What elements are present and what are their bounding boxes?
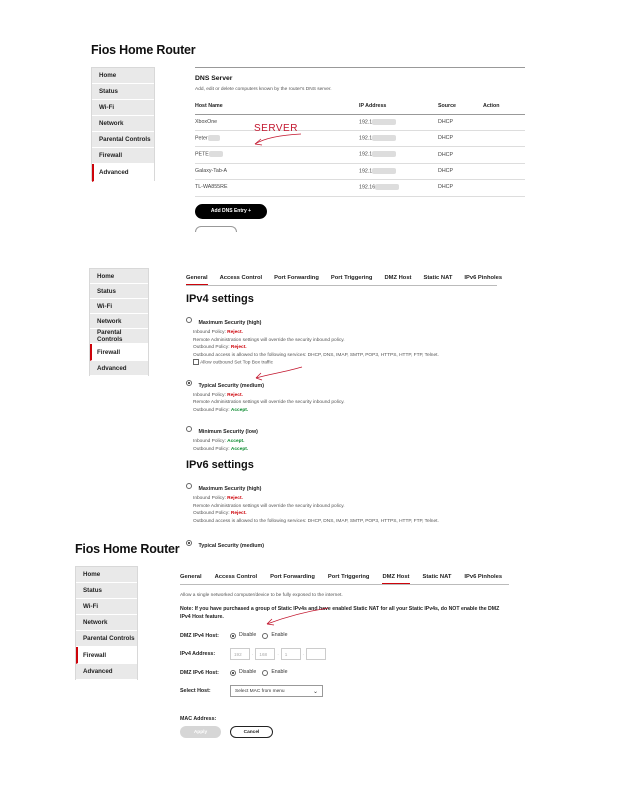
dmz-note: Note: If you have purchased a group of Static IPv4s and have enabled Static NAT for all your Static IPv4s, do NOT enable the DMZ IPv4 Host feature. [180,605,500,620]
inbound-policy-label: Inbound Policy: [193,496,226,502]
dmz-ipv6-enable-radio[interactable] [262,670,268,676]
dns-table [195,100,525,197]
annotation-arrow [225,128,305,148]
tab-ipv6-pinholes[interactable]: IPv6 Pinholes [464,574,503,580]
tab-general[interactable]: General [186,275,208,285]
inbound-policy-label: Inbound Policy: [193,439,226,445]
dmz-ipv6-host-row [180,669,287,677]
host-name-cell: PETE [195,147,359,163]
sidebar-item-parental-controls[interactable]: Parental Controls [92,132,154,148]
inbound-policy-value: Accept. [227,439,245,445]
ipv4-address-label: IPv4 Address: [180,651,216,657]
ipv4-octet-4-input[interactable] [306,648,326,660]
sidebar-item-advanced[interactable]: Advanced [90,361,148,376]
sidebar-item-wifi[interactable]: Wi-Fi [92,100,154,116]
dns-description: Add, edit or delete computers known by the router's DNS server. [195,87,332,92]
sidebar-item-status[interactable]: Status [90,284,148,299]
secondary-button-partial[interactable] [195,226,237,232]
ipv4-octet-1-input[interactable]: 192 [230,648,250,660]
sidebar-item-advanced[interactable]: Advanced [92,164,154,182]
ip-address-cell: 192.16 [359,180,438,196]
source-cell: DHCP [438,114,483,130]
dmz-description: Allow a single networked computer/device to be fully exposed to the internet. [180,593,343,598]
ipv6-typical-security-label: Typical Security (medium) [198,543,264,550]
sidebar-item-firewall[interactable]: Firewall [92,148,154,164]
sidebar-nav [91,67,155,181]
action-cell [483,163,525,179]
mac-address-label: MAC Address: [180,716,217,722]
outbound-policy-value: Reject. [230,511,247,517]
tab-general[interactable]: General [180,574,202,580]
ipv6-typical-security-radio[interactable] [186,540,192,546]
max-security-label: Maximum Security (high) [198,320,262,326]
dmz-ipv4-host-row [180,632,287,640]
ipv6-max-security-radio[interactable] [186,483,192,489]
dmz-ipv4-disable-radio[interactable] [230,633,236,639]
typical-security-label: Typical Security (medium) [198,382,264,389]
typical-security-radio[interactable] [186,380,192,386]
inbound-policy-label: Inbound Policy: [193,330,226,335]
ipv4-settings-title: IPv4 settings [186,293,254,305]
sidebar-item-wifi[interactable]: Wi-Fi [90,299,148,314]
tab-static-nat[interactable]: Static NAT [423,275,453,281]
column-source: Source [438,100,483,115]
dns-title: DNS Server [195,75,233,82]
sidebar-nav [75,566,138,680]
sidebar-item-network[interactable]: Network [76,615,137,631]
tab-dmz-host[interactable]: DMZ Host [382,574,409,584]
dmz-ipv4-disable-label: Disable [239,632,257,638]
dns-panel [195,67,525,232]
dmz-ipv6-host-label: DMZ IPv6 Host: [180,669,219,676]
tab-dmz-host[interactable]: DMZ Host [384,275,412,281]
source-cell: DHCP [438,130,483,146]
ipv6-max-security-label: Maximum Security (high) [198,486,262,493]
sidebar-item-home[interactable]: Home [92,68,154,84]
sidebar-item-parental-controls[interactable]: Parental Controls [76,631,137,647]
sidebar-nav [89,268,149,376]
annotation-arrow [263,604,333,629]
stb-traffic-label: Allow outbound Set Top Box traffic [200,360,273,366]
sidebar-item-firewall[interactable]: Firewall [90,344,148,361]
firewall-tabs [180,574,509,585]
action-cell [483,114,525,130]
stb-traffic-checkbox[interactable] [193,359,199,365]
ip-address-cell: 192.1 [359,114,438,130]
select-host-dropdown[interactable] [230,685,323,697]
dmz-ipv4-enable-radio[interactable] [262,633,268,639]
min-security-radio[interactable] [186,426,192,432]
dmz-ipv6-disable-label: Disable [239,669,257,675]
source-cell: DHCP [438,180,483,196]
ipv4-octet-3-input[interactable]: 1 [281,648,301,660]
column-ip-address: IP Address [359,100,438,115]
max-security-radio[interactable] [186,317,192,323]
source-cell: DHCP [438,163,483,179]
tab-access-control[interactable]: Access Control [214,574,258,580]
outbound-policy-label: Outbound Policy: [193,511,230,517]
dmz-panel [180,592,510,621]
outbound-policy-value: Accept. [230,446,249,452]
select-host-value: Select MAC from menu [235,688,285,694]
outbound-access-note: Outbound access is allowed to the following services: DHCP, DNS, IMAP, SMTP, POP3, HTTPS, HTTP, FTP, Telnet. [193,518,439,524]
ip-address-cell: 192.1 [359,130,438,146]
tab-port-forwarding[interactable]: Port Forwarding [274,275,319,281]
table-row [195,180,525,196]
sidebar-item-home[interactable]: Home [76,567,137,583]
outbound-policy-label: Outbound Policy: [193,446,230,452]
remote-admin-note: Remote Administration settings will override the security inbound policy. [193,503,345,509]
action-cell [483,130,525,146]
tab-port-triggering[interactable]: Port Triggering [327,574,370,580]
ip-address-cell: 192.1 [359,163,438,179]
sidebar-item-advanced[interactable]: Advanced [76,664,137,680]
server-annotation: SERVER [254,123,298,134]
host-name-cell: Galaxy-Tab-A [195,163,359,179]
remote-admin-note: Remote Administration settings will override the security inbound policy. [193,337,345,343]
ipv4-octet-2-input[interactable]: 168 [255,648,275,660]
tab-port-forwarding[interactable]: Port Forwarding [270,574,315,580]
dmz-ipv4-host-label: DMZ IPv4 Host: [180,632,219,639]
inbound-policy-value: Reject. [227,330,243,335]
annotation-arrow [250,364,310,386]
firewall-tabs [186,275,503,286]
action-cell [483,147,525,163]
mac-address-row [180,707,216,725]
sidebar-item-network[interactable]: Network [90,314,148,329]
inbound-policy-value: Reject. [227,392,243,398]
sidebar-item-home[interactable]: Home [90,269,148,284]
table-row [195,163,525,179]
action-cell [483,180,525,196]
dmz-ipv6-enable-label: Enable [271,669,288,675]
firewall-general-panel [186,293,486,552]
column-host-name: Host Name [195,100,359,115]
inbound-policy-label: Inbound Policy: [193,392,226,398]
table-row [195,147,525,163]
outbound-policy-value: Reject. [230,345,247,350]
sidebar-item-status[interactable]: Status [92,84,154,100]
remote-admin-note: Remote Administration settings will override the security inbound policy. [193,400,345,406]
ip-address-cell: 192.1 [359,147,438,163]
outbound-policy-label: Outbound Policy: [193,345,230,350]
dmz-ipv6-disable-radio[interactable] [230,670,236,676]
cancel-button[interactable]: Cancel [230,726,273,738]
chevron-down-icon: ⌄ [312,688,318,695]
host-name-cell: XboxOne [195,114,359,130]
brand-title: Fios Home Router [75,542,180,556]
ipv4-address-row: IPv4 Address: 192 . 168 . 1 . [180,648,326,660]
tab-ipv6-pinholes[interactable]: IPv6 Pinholes [464,275,503,281]
add-dns-entry-button[interactable]: Add DNS Entry + [195,204,267,219]
select-host-row [180,685,323,697]
sidebar-item-firewall[interactable]: Firewall [76,647,137,664]
tab-static-nat[interactable]: Static NAT [422,574,452,580]
sidebar-item-status[interactable]: Status [76,583,137,599]
outbound-access-note: Outbound access is allowed to the following services: DHCP, DNS, IMAP, SMTP, POP3, HTTPS, HTTP, FTP, Telnet. [193,352,439,358]
outbound-policy-label: Outbound Policy: [193,407,230,413]
host-name-cell: TL-WA855RE [195,180,359,196]
column-action: Action [483,100,525,115]
sidebar-item-parental-controls[interactable]: Parental Controls [90,329,148,344]
sidebar-item-network[interactable]: Network [92,116,154,132]
outbound-policy-value: Accept. [230,407,249,413]
ipv6-settings-title: IPv6 settings [186,459,254,472]
min-security-label: Minimum Security (low) [198,429,258,436]
tab-access-control[interactable]: Access Control [219,275,263,281]
source-cell: DHCP [438,147,483,163]
dmz-ipv4-enable-label: Enable [271,632,288,638]
apply-button[interactable]: Apply [180,726,221,738]
sidebar-item-wifi[interactable]: Wi-Fi [76,599,137,615]
select-host-label: Select Host: [180,688,211,694]
host-name-cell: Peter [195,130,359,146]
tab-port-triggering[interactable]: Port Triggering [330,275,373,281]
brand-title: Fios Home Router [91,43,196,57]
inbound-policy-value: Reject. [227,496,243,502]
